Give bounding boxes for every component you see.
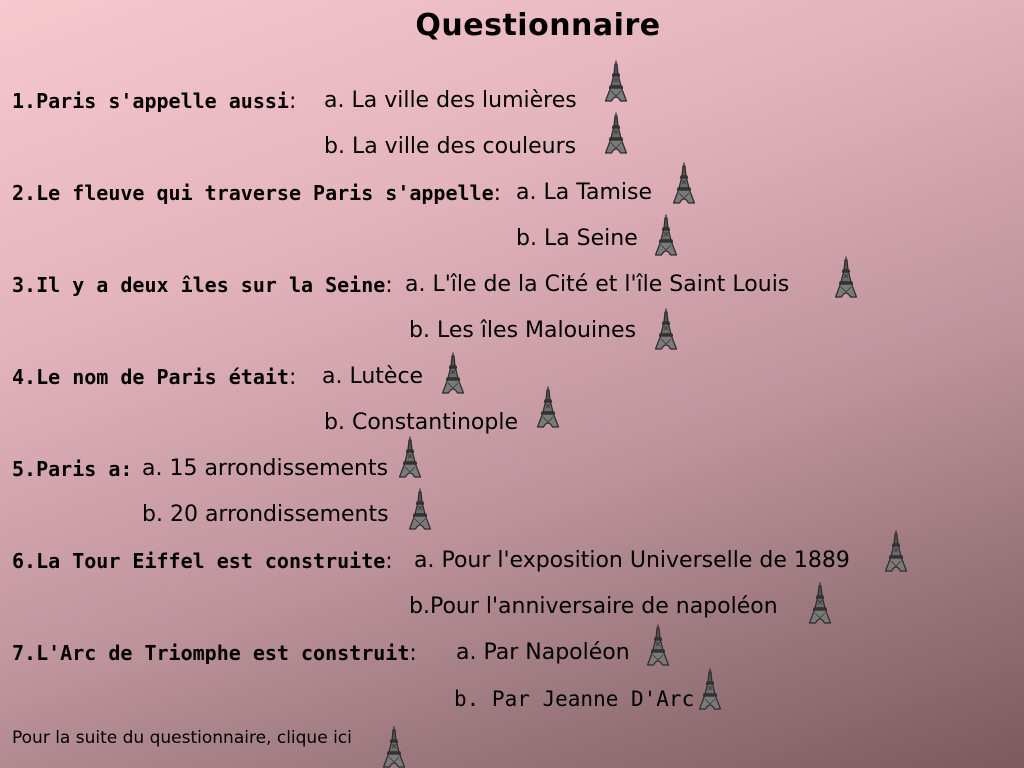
eiffel-tower-icon[interactable] <box>698 668 722 710</box>
answer-5a: a. 15 arrondissements <box>142 456 389 481</box>
eiffel-tower-icon[interactable] <box>834 256 858 298</box>
answer-2a: a. La Tamise <box>516 180 653 205</box>
eiffel-tower-icon[interactable] <box>604 112 628 154</box>
answer-6a: a. Pour l'exposition Universelle de 1889 <box>414 548 850 573</box>
question-5 <box>12 455 132 484</box>
answer-3b: b. Les îles Malouines <box>409 318 637 343</box>
eiffel-tower-icon[interactable] <box>884 530 908 572</box>
question-4: 4.Le nom de Paris était: <box>12 365 297 390</box>
next-page-link[interactable]: Pour la suite du questionnaire, clique ici <box>12 728 352 748</box>
answer-7a: a. Par Napoléon <box>456 640 630 665</box>
eiffel-tower-icon[interactable] <box>646 624 670 666</box>
question-6: 6.La Tour Eiffel est construite: <box>12 549 393 574</box>
answer-2b: b. La Seine <box>516 226 638 251</box>
eiffel-tower-icon[interactable] <box>441 352 465 394</box>
question-3-text: 3.Il y a deux îles sur la Seine <box>12 273 386 297</box>
question-1-text: 1.Paris s'appelle aussi <box>12 89 289 113</box>
eiffel-tower-icon[interactable] <box>604 60 628 102</box>
answer-1a: a. La ville des lumières <box>324 88 577 113</box>
eiffel-tower-icon[interactable] <box>536 386 560 428</box>
question-1: 1.Paris s'appelle aussi: <box>12 89 297 114</box>
eiffel-tower-icon[interactable] <box>808 582 832 624</box>
question-7: 7.L'Arc de Triomphe est construit: <box>12 641 417 666</box>
answer-7b: b. Par Jeanne D'Arc <box>454 687 695 711</box>
eiffel-tower-icon[interactable] <box>398 436 422 478</box>
eiffel-tower-icon[interactable] <box>654 214 678 256</box>
eiffel-tower-icon[interactable] <box>408 488 432 530</box>
eiffel-tower-icon[interactable] <box>654 308 678 350</box>
question-6-text: 6.La Tour Eiffel est construite <box>12 549 386 573</box>
question-3: 3.Il y a deux îles sur la Seine: <box>12 273 393 298</box>
answer-4b: b. Constantinople <box>324 410 518 435</box>
page-title: Questionnaire <box>415 8 661 43</box>
answer-5b: b. 20 arrondissements <box>142 502 389 527</box>
answer-6b: b.Pour l'anniversaire de napoléon <box>409 594 778 619</box>
question-2-text: 2.Le fleuve qui traverse Paris s'appelle <box>12 181 494 205</box>
question-2: 2.Le fleuve qui traverse Paris s'appelle: <box>12 181 502 206</box>
answer-1b: b. La ville des couleurs <box>324 134 577 159</box>
eiffel-tower-icon[interactable] <box>672 162 696 204</box>
eiffel-tower-icon[interactable] <box>382 726 406 768</box>
question-7-text: 7.L'Arc de Triomphe est construit <box>12 641 410 665</box>
question-4-text: 4.Le nom de Paris était <box>12 365 289 389</box>
answer-3a: a. L'île de la Cité et l'île Saint Louis <box>405 272 790 297</box>
question-5-text: 5.Paris a: <box>12 457 133 481</box>
answer-4a: a. Lutèce <box>322 364 424 389</box>
